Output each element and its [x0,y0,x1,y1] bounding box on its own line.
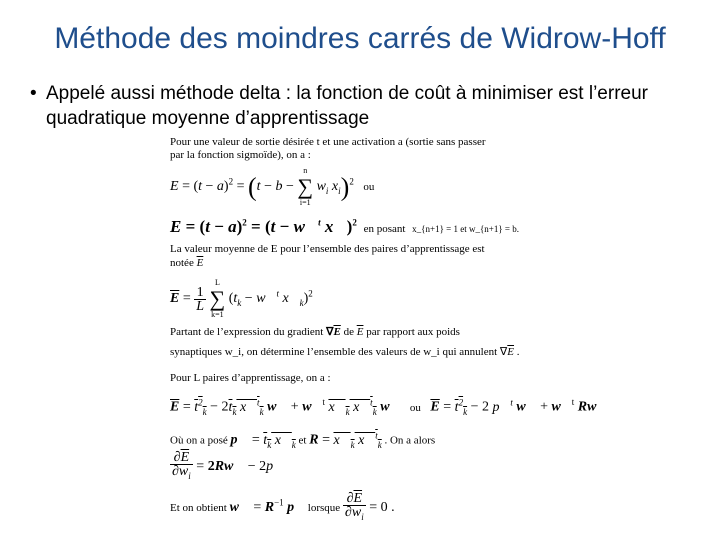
bullet-text: Appelé aussi méthode delta : la fonction de coût à minimiser est l’erreur quadratique moyenne d’apprentissage [46,83,648,129]
en-posant-label: en posant [363,222,406,235]
slide-title: Méthode des moindres carrés de Widrow-Hoff [54,22,666,55]
ou-label-1: ou [363,181,375,194]
equation-definitions: Où on a posé p⃗ = $t_k$ $x⃗_k$ et $R = x⃗_k$ x⃗$^t_k$ . On a alors [170,430,436,450]
equation-mean-error: $\overline{E}$ = $\frac{1}{L}$ L ∑ k=1 ($t_k$ − w⃗$^t$ $x⃗_k)^2$ [170,278,313,319]
text-line-7: Pour L paires d’apprentissage, on a : [170,372,331,384]
posant-values: x_{n+1} = 1 et w_{n+1} = b. [412,223,519,234]
text-line-4: notée $\overline{E}$ [170,257,204,269]
ou-label-2: ou [409,401,421,414]
equation-error: $E = (t - a)^2 = (t - b$ − n ∑ i=1 $w_i$ $x_i)^2$ ou [170,166,375,207]
text-line-1: Pour une valeur de sortie désirée t et une activation a (sortie sans passer [170,136,486,148]
text-line-5: Partant de l’expression du gradient $\nabla\overline{E}$ de $\overline{E}$ par rapport aux poids [170,326,460,338]
bullet-dot-icon: • [30,83,37,104]
equation-solution: Et on obtient w⃗ = $R^{-1}$ p⃗ lorsque $\frac{\partial\overline{E}}{\partial w_i}$ = 0 . [170,491,395,522]
equation-error-vector: $E = (t - a)^2 = (t$ − w⃗$^t$ x⃗)$^2$ en posant x_{n+1} = 1 et w_{n+1} = b. [170,216,519,236]
equation-derivative: $\frac{\partial\overline{E}}{\partial w_i}$ = 2Rw⃗ − 2p⃗ [172,450,285,481]
text-line-2: par la fonction sigmoïde), on a : [170,149,311,161]
text-line-3: La valeur moyenne de E pour l’ensemble des paires d’apprentissage est [170,243,485,255]
equation-expanded: $\overline{E} = t^2_k - 2t_k$ x⃗$^t_k$ w⃗ + w⃗$^t$ $x⃗_k$ x⃗$^t_k$ w⃗ ou $\overline{E} = t^2_k - 2$ p⃗$^t$ w⃗ + w⃗$^t$ Rw⃗ [170,397,608,417]
bullet-point [30,81,690,131]
text-line-6: synaptiques w_i, on détermine l’ensemble des valeurs de w_i qui annulent $\nabla\overline{E}$ . [170,346,520,358]
